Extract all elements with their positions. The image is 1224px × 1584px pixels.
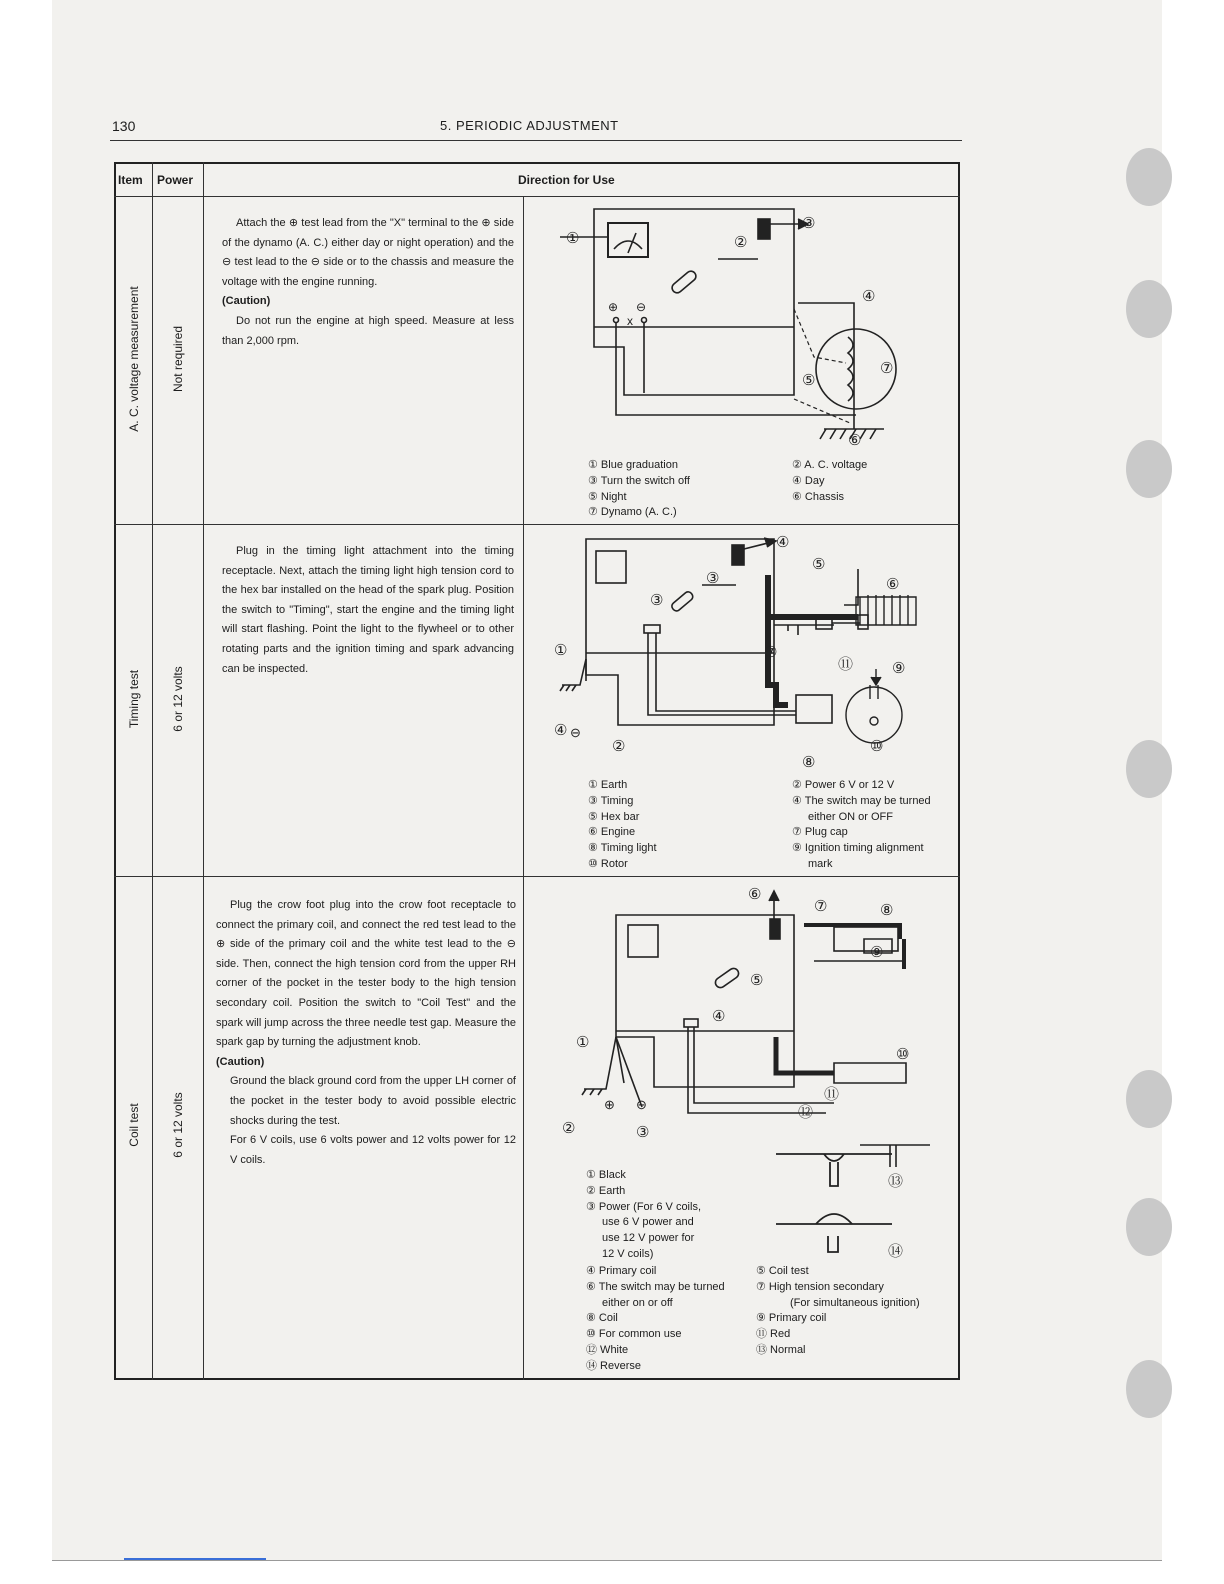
d2-minus-sign: ⊖: [570, 725, 581, 740]
col-divider: [152, 162, 153, 1380]
legend-item: ⑥ Engine: [588, 826, 636, 839]
d2-callout-1: ①: [554, 642, 568, 659]
d2-callout-2: ②: [612, 738, 626, 755]
d2-callout-4: ④: [776, 534, 790, 551]
d3-callout-2: ②: [562, 1120, 576, 1137]
row3-instructions: [216, 896, 516, 1170]
row1-paragraph: Attach the ⊕ test lead from the "X" terminal to the ⊕ side of the dynamo (A. C.) either day or night operation) and the ⊖ test lead to the ⊖ side or to the chassis and measure the voltage with the engine running.: [222, 217, 514, 288]
binder-hole: [1126, 440, 1172, 498]
legend-item: ⑪ Red: [756, 1328, 791, 1341]
row1-power-label: Not required: [171, 325, 185, 393]
row3-caution-heading: (Caution): [216, 1055, 265, 1068]
binder-hole: [1126, 148, 1172, 206]
d3-callout-5: ⑤: [750, 972, 764, 989]
d1-x-terminal: x: [627, 314, 633, 328]
legend-item: either ON or OFF: [808, 810, 893, 823]
row2-power-label: 6 or 12 volts: [171, 666, 185, 732]
row1-caution-text: Do not run the engine at high speed. Measure at less than 2,000 rpm.: [222, 314, 514, 347]
row2-legend-left: [588, 778, 657, 873]
legend-item: ② Power 6 V or 12 V: [792, 779, 895, 791]
d2-callout-7: ⑦: [764, 644, 778, 661]
legend-item: ① Black: [586, 1169, 626, 1181]
legend-item: ① Blue graduation: [588, 459, 678, 471]
row3-caution-text: Ground the black ground cord from the upper LH corner of the pocket in the tester body to avoid possible electric shocks during the test.: [230, 1075, 516, 1127]
d1-callout-2: ②: [734, 234, 748, 251]
row3-power-label: 6 or 12 volts: [171, 1092, 185, 1158]
binder-hole: [1126, 1360, 1172, 1418]
binder-hole: [1126, 1070, 1172, 1128]
d2-callout-5: ⑤: [812, 556, 826, 573]
row3-paragraph: Plug the crow foot plug into the crow foot receptacle to connect the primary coil, and connect the red test lead to the ⊕ side of the primary coil and the white test lead to the ⊖ side. Then, connect the high tension cord from the upper RH corner of the pocket in the tester body to the high tension secondary coil. Position the switch to "Coil Test" and the spark will jump across the three needle test gap. Measure the spark gap by turning the adjustment knob.: [216, 899, 516, 1049]
d3-callout-1: ①: [576, 1034, 590, 1051]
legend-item: use 12 V power for: [602, 1232, 695, 1245]
legend-item: ⑩ Rotor: [588, 857, 628, 870]
d2-callout-6: ⑥: [886, 576, 900, 593]
coil-test-diagram: [524, 877, 960, 1167]
row3-legend-right: [756, 1264, 920, 1359]
legend-item: ② A. C. voltage: [792, 459, 868, 471]
d3-callout-13: ⑬: [888, 1173, 904, 1190]
legend-item: ④ Primary coil: [586, 1265, 657, 1277]
ac-voltage-diagram: [524, 197, 960, 455]
legend-item: ⑤ Night: [588, 490, 627, 503]
d1-plus-terminal: ⊕: [608, 300, 619, 314]
legend-item: ⑬ Normal: [756, 1343, 806, 1356]
d3-minus-sign: ⊖: [636, 1097, 647, 1112]
legend-item: ⑨ Ignition timing alignment: [792, 842, 924, 855]
legend-item: ⑦ Dynamo (A. C.): [588, 506, 677, 519]
d1-callout-5: ⑤: [802, 372, 816, 389]
timing-test-diagram: [524, 525, 960, 777]
d1-callout-1: ①: [566, 230, 580, 247]
d1-minus-terminal: ⊖: [636, 300, 647, 314]
d2-callout-10: ⑩: [870, 738, 884, 755]
d3-callout-12: ⑫: [798, 1104, 814, 1121]
d1-callout-4: ④: [862, 288, 876, 305]
legend-item: ⑧ Timing light: [588, 842, 657, 855]
row1-legend-left: [588, 458, 690, 521]
row1-instructions: [222, 214, 514, 351]
col-divider: [203, 162, 204, 1380]
d3-callout-6: ⑥: [748, 886, 762, 903]
d2-callout-9: ⑨: [892, 660, 906, 677]
legend-item: ⑩ For common use: [586, 1328, 682, 1341]
d3-callout-3: ③: [636, 1124, 650, 1141]
legend-item: ④ The switch may be turned: [792, 794, 931, 807]
legend-item: ② Earth: [586, 1184, 626, 1197]
viewer-link-strip[interactable]: [124, 1558, 266, 1560]
legend-item: ⑦ Plug cap: [792, 826, 848, 839]
d3-callout-10: ⑩: [896, 1046, 910, 1063]
row3-legend-left: [586, 1264, 725, 1375]
legend-item: ⑦ High tension secondary: [756, 1280, 884, 1293]
d2-callout-3b: ③: [706, 570, 720, 587]
row3-item-label: Coil test: [127, 1103, 141, 1147]
legend-item: ③ Timing: [588, 794, 634, 807]
legend-item: mark: [808, 857, 833, 870]
row2-paragraph: Plug in the timing light attachment into the timing receptacle. Next, attach the timing light high tension cord to the hex bar installed on the head of the spark plug. Position the switch to "Timing", start the engine and the timing light will start flashing. Point the light to the flywheel or to other rotating parts and the ignition timing and spark advancing can be inspected.: [222, 545, 514, 675]
legend-item: ⑤ Hex bar: [588, 810, 640, 823]
row3-legend-top: [586, 1168, 701, 1263]
d1-callout-3: ③: [802, 215, 816, 232]
header-rule: [110, 140, 962, 141]
legend-item: either on or off: [602, 1296, 673, 1309]
legend-item: 12 V coils): [602, 1247, 654, 1260]
header-direction: Direction for Use: [518, 173, 615, 187]
d1-callout-6: ⑥: [848, 432, 862, 449]
d3-callout-11: ⑪: [824, 1086, 840, 1103]
row3-caution-text-2: For 6 V coils, use 6 volts power and 12 volts power for 12 V coils.: [230, 1134, 516, 1166]
row1-caution-heading: (Caution): [222, 295, 271, 308]
header-power: Power: [157, 173, 194, 187]
row2-legend-right: [792, 778, 931, 873]
d3-callout-8: ⑧: [880, 902, 894, 919]
binder-hole: [1126, 1198, 1172, 1256]
legend-item: ① Earth: [588, 779, 628, 791]
header-item: Item: [118, 173, 143, 187]
legend-item: ⑥ Chassis: [792, 490, 845, 503]
legend-item: use 6 V power and: [602, 1216, 694, 1229]
legend-item: ⑨ Primary coil: [756, 1312, 827, 1325]
spark-gap-figures: [760, 1144, 960, 1264]
row1-legend-right: [792, 458, 867, 505]
legend-item: ③ Power (For 6 V coils,: [586, 1200, 702, 1213]
section-title: 5. PERIODIC ADJUSTMENT: [440, 118, 619, 133]
d2-callout-3: ③: [650, 592, 664, 609]
legend-item: (For simultaneous ignition): [790, 1296, 920, 1309]
row2-item-label: Timing test: [127, 669, 141, 729]
legend-item: ⑧ Coil: [586, 1312, 618, 1325]
legend-item: ⑭ Reverse: [586, 1359, 642, 1372]
legend-item: ③ Turn the switch off: [588, 474, 690, 487]
row2-instructions: [222, 542, 514, 679]
d3-callout-7: ⑦: [814, 898, 828, 915]
binder-hole: [1126, 740, 1172, 798]
legend-item: ④ Day: [792, 474, 825, 487]
d3-callout-4: ④: [712, 1008, 726, 1025]
d2-callout-4b: ④: [554, 722, 568, 739]
page-number: 130: [112, 118, 136, 134]
d3-callout-9: ⑨: [870, 944, 884, 961]
legend-item: ⑥ The switch may be turned: [586, 1280, 725, 1293]
d3-plus-sign: ⊕: [604, 1097, 615, 1112]
d2-callout-11: ⑪: [838, 656, 854, 673]
d1-callout-7: ⑦: [880, 360, 894, 377]
row1-item-label: A. C. voltage measurement: [127, 286, 141, 432]
d3-callout-14: ⑭: [888, 1243, 904, 1260]
legend-item: ⑤ Coil test: [756, 1265, 809, 1277]
binder-hole: [1126, 280, 1172, 338]
viewer-bottom-border: [52, 1560, 1162, 1561]
d2-callout-8: ⑧: [802, 754, 816, 771]
legend-item: ⑫ White: [586, 1343, 629, 1356]
